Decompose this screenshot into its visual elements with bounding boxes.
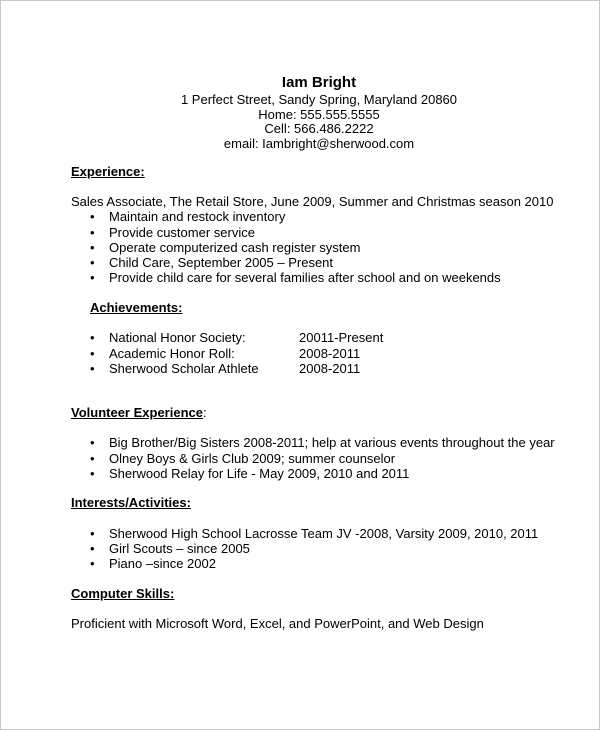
cell-phone: Cell: 566.486.2222 xyxy=(264,121,374,136)
bullet-icon: • xyxy=(90,209,95,224)
resume-page: Iam Bright 1 Perfect Street, Sandy Spring, Maryland 20860 Home: 555.555.5555 Cell: 566.486.2222 email: Iambright@sherwood.com Experience: Sales Associate, The Retail Store, June 2009, Summer and Christmas season 2010 • Maintain and restock inventory • Provide customer service • Operate computerized cash register system • Child Care, September 2005 – Present • Provide child care for several families after school and on weekends Achievements: • National Honor Society: 20011-Present • Academic Honor Roll: 2008-2011 • Sherwood Scholar Athlete 2008-2011 Volunteer Experience: • Big Brother/Big Sisters 2008-2011; help at various events throughout the year • Olney Boys & Girls Club 2009; summer counselor • Sherwood Relay for Life - May 2009, 2010 and 2011 Interests/Activities: • Sherwood High School Lacrosse Team JV -2008, Varsity 2009, 2010, 2011 • Girl Scouts – since 2005 • Piano –since 2002 Computer Skills: Proficient with Microsoft Word, Excel, and PowerPoint, and Web Design xyxy=(0,0,600,730)
achievement-label: Sherwood Scholar Athlete xyxy=(109,361,259,376)
achievement-label: National Honor Society: xyxy=(109,330,246,345)
bullet-icon: • xyxy=(90,541,95,556)
skills-heading: Computer Skills: xyxy=(71,586,175,601)
email-line: email: Iambright@sherwood.com xyxy=(223,136,415,151)
bullet-icon: • xyxy=(90,270,95,285)
achievement-label: Academic Honor Roll: xyxy=(109,346,235,361)
bullet-icon: • xyxy=(90,346,95,361)
applicant-name: Iam Bright xyxy=(281,74,357,91)
interests-heading: Interests/Activities: xyxy=(71,495,191,510)
bullet-icon: • xyxy=(90,466,95,481)
job-title-line: Sales Associate, The Retail Store, June 2009, Summer and Christmas season 2010 xyxy=(71,194,554,209)
achievement-years: 20011-Present xyxy=(299,330,384,345)
bullet-icon: • xyxy=(90,435,95,450)
bullet-icon: • xyxy=(90,361,95,376)
home-phone: Home: 555.555.5555 xyxy=(258,107,380,122)
volunteer-heading: Volunteer Experience: xyxy=(71,405,207,420)
bullet-icon: • xyxy=(90,225,95,240)
achievement-years: 2008-2011 xyxy=(299,361,361,376)
bullet-icon: • xyxy=(90,526,95,541)
achievement-years: 2008-2011 xyxy=(299,346,361,361)
experience-heading: Experience: xyxy=(71,164,145,179)
bullet-icon: • xyxy=(90,556,95,571)
bullet-icon: • xyxy=(90,330,95,345)
bullet-icon: • xyxy=(90,255,95,270)
skills-text: Proficient with Microsoft Word, Excel, and PowerPoint, and Web Design xyxy=(71,616,484,631)
achievements-heading: Achievements: xyxy=(90,300,183,315)
bullet-icon: • xyxy=(90,240,95,255)
address-line: 1 Perfect Street, Sandy Spring, Maryland 20860 xyxy=(180,92,458,107)
bullet-icon: • xyxy=(90,451,95,466)
